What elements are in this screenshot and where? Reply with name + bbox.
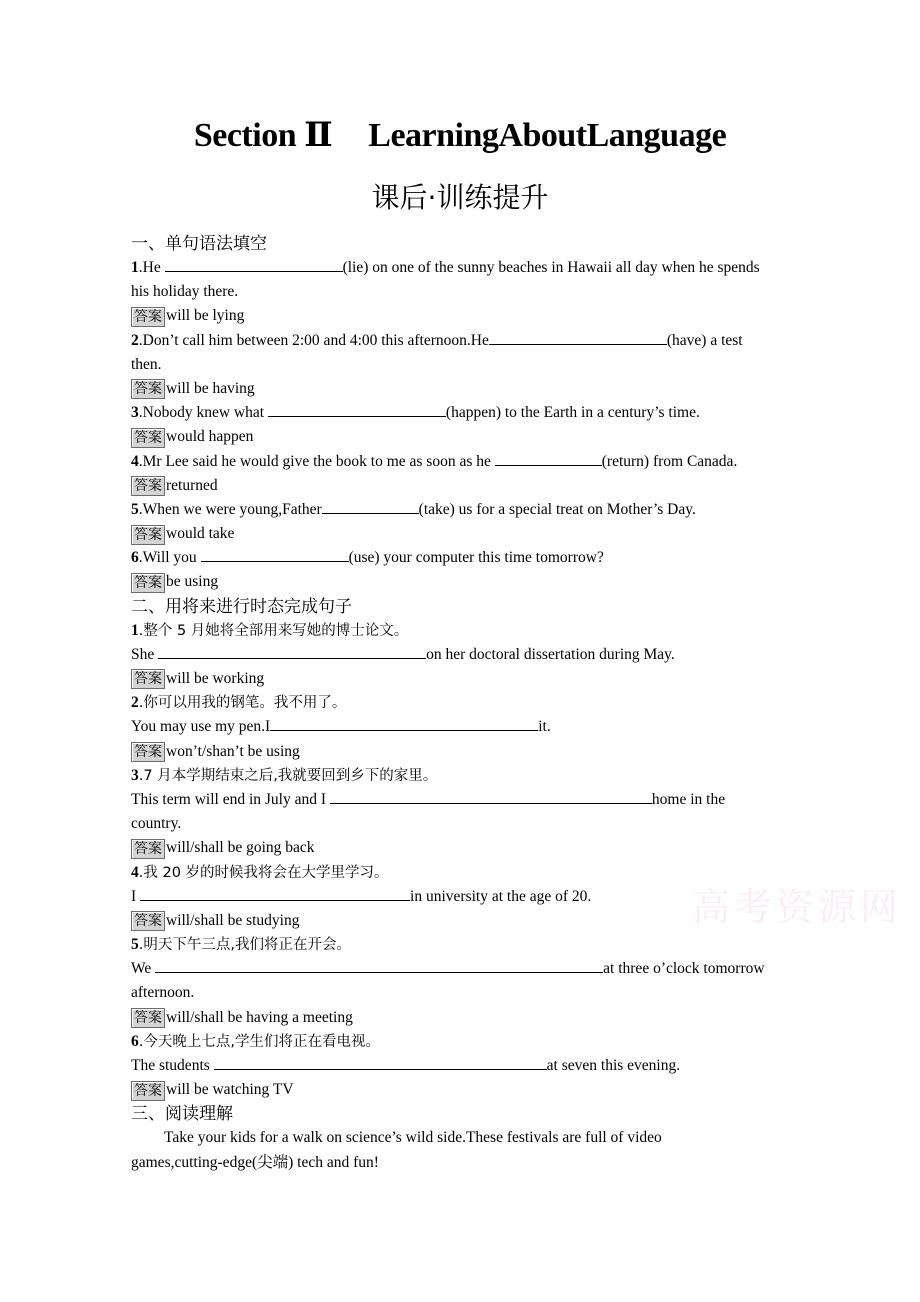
answer-text: will/shall be having a meeting bbox=[166, 1008, 353, 1026]
fill-in-blank[interactable] bbox=[214, 1054, 547, 1070]
item-sentence: 3.Nobody knew what (happen) to the Earth in a century’s time. bbox=[131, 401, 791, 425]
item-sentence: She on her doctoral dissertation during May. bbox=[131, 643, 791, 667]
answer-text: be using bbox=[166, 573, 219, 591]
fill-in-blank[interactable] bbox=[158, 643, 426, 659]
item-sentence-continuation: his holiday there. bbox=[131, 283, 239, 301]
answer-text: will be lying bbox=[166, 307, 245, 325]
item-sentence: We at three o’clock tomorrow bbox=[131, 957, 791, 981]
exercise-item bbox=[131, 498, 791, 546]
answer-text: won’t/shan’t be using bbox=[166, 742, 300, 760]
fill-in-blank[interactable] bbox=[268, 401, 446, 417]
fill-in-blank[interactable] bbox=[495, 450, 602, 466]
fill-in-blank[interactable] bbox=[330, 788, 652, 804]
exercise-content bbox=[131, 232, 791, 1175]
answer-text: would happen bbox=[166, 428, 254, 446]
answer-row bbox=[131, 570, 791, 594]
fill-in-blank[interactable] bbox=[489, 329, 667, 345]
item-sentence-continuation: country. bbox=[131, 815, 182, 833]
answer-text: will be watching TV bbox=[166, 1081, 294, 1099]
item-prompt: 3.7 月本学期结束之后,我就要回到乡下的家里。 bbox=[131, 766, 438, 784]
answer-label: 答案 bbox=[131, 911, 165, 931]
item-number: 4 bbox=[131, 452, 139, 470]
answer-label: 答案 bbox=[131, 1008, 165, 1028]
watermark: 高考资源网 bbox=[692, 885, 903, 929]
item-sentence: 6.Will you (use) your computer this time tomorrow? bbox=[131, 546, 791, 570]
exercise-item bbox=[131, 691, 791, 764]
answer-text: would take bbox=[166, 525, 235, 543]
answer-label: 答案 bbox=[131, 307, 165, 327]
answer-label: 答案 bbox=[131, 525, 165, 545]
item-sentence: 4.Mr Lee said he would give the book to me as soon as he (return) from Canada. bbox=[131, 450, 791, 474]
exercise-item bbox=[131, 764, 791, 861]
answer-text: will be having bbox=[166, 379, 255, 397]
answer-label: 答案 bbox=[131, 1081, 165, 1101]
item-prompt: 5.明天下午三点,我们将正在开会。 bbox=[131, 936, 351, 954]
item-sentence: 2.Don’t call him between 2:00 and 4:00 this afternoon.He (have) a test bbox=[131, 329, 791, 353]
fill-in-blank[interactable] bbox=[270, 715, 538, 731]
answer-row bbox=[131, 522, 791, 546]
part1-items bbox=[131, 256, 791, 595]
item-prompt: 2.你可以用我的钢笔。我不用了。 bbox=[131, 694, 347, 712]
answer-label: 答案 bbox=[131, 839, 165, 859]
fill-in-blank[interactable] bbox=[322, 498, 419, 514]
item-number: 6 bbox=[131, 1032, 139, 1050]
exercise-item bbox=[131, 329, 791, 402]
part2-heading: 二、用将来进行时态完成句子 bbox=[131, 596, 352, 617]
exercise-item bbox=[131, 401, 791, 449]
answer-row bbox=[131, 1078, 791, 1102]
item-number: 2 bbox=[131, 694, 139, 712]
item-number: 2 bbox=[131, 331, 139, 349]
exercise-item bbox=[131, 450, 791, 498]
exercise-item bbox=[131, 933, 791, 1030]
fill-in-blank[interactable] bbox=[165, 256, 343, 272]
part2-items bbox=[131, 619, 791, 1103]
item-number: 1 bbox=[131, 621, 139, 639]
exercise-item bbox=[131, 1030, 791, 1103]
fill-in-blank[interactable] bbox=[140, 885, 410, 901]
item-sentence: You may use my pen.I it. bbox=[131, 715, 791, 739]
item-sentence: The students at seven this evening. bbox=[131, 1054, 791, 1078]
item-number: 5 bbox=[131, 936, 139, 954]
item-number: 4 bbox=[131, 863, 139, 881]
answer-text: will be working bbox=[166, 670, 265, 687]
fill-in-blank[interactable] bbox=[155, 957, 603, 973]
exercise-item bbox=[131, 256, 791, 329]
answer-row bbox=[131, 740, 791, 764]
answer-text: returned bbox=[166, 476, 218, 494]
item-number: 3 bbox=[131, 404, 139, 422]
part3-heading: 三、阅读理解 bbox=[131, 1104, 233, 1125]
exercise-item bbox=[131, 619, 791, 692]
answer-text: will/shall be studying bbox=[166, 911, 300, 929]
section-number: Section Ⅱ bbox=[193, 117, 333, 154]
answer-label: 答案 bbox=[131, 573, 165, 593]
answer-row bbox=[131, 836, 791, 860]
item-number: 1 bbox=[131, 259, 139, 276]
answer-label: 答案 bbox=[131, 669, 165, 689]
answer-row bbox=[131, 377, 791, 401]
answer-row bbox=[131, 1006, 791, 1030]
item-sentence-continuation: then. bbox=[131, 355, 162, 373]
answer-row bbox=[131, 304, 791, 328]
answer-label: 答案 bbox=[131, 428, 165, 448]
page-subtitle: 课后·训练提升 bbox=[371, 181, 549, 214]
answer-row bbox=[131, 474, 791, 498]
item-prompt: 1.整个 5 月她将全部用来写她的博士论文。 bbox=[131, 621, 409, 639]
item-sentence: 5.When we were young,Father (take) us for a special treat on Mother’s Day. bbox=[131, 498, 791, 522]
section-name: LearningAboutLanguage bbox=[368, 117, 727, 154]
reading-paragraph-line: Take your kids for a walk on science’s wild side.These festivals are full of video bbox=[164, 1129, 662, 1147]
answer-text: will/shall be going back bbox=[166, 839, 315, 857]
answer-label: 答案 bbox=[131, 742, 165, 762]
reading-paragraph-line: games,cutting-edge(尖端) tech and fun! bbox=[131, 1153, 379, 1171]
item-sentence: This term will end in July and I home in the bbox=[131, 788, 791, 812]
item-number: 5 bbox=[131, 500, 139, 518]
item-sentence-continuation: afternoon. bbox=[131, 984, 195, 1002]
item-sentence: I in university at the age of 20. bbox=[131, 885, 791, 909]
answer-label: 答案 bbox=[131, 379, 165, 399]
answer-label: 答案 bbox=[131, 476, 165, 496]
fill-in-blank[interactable] bbox=[201, 546, 349, 562]
item-number: 6 bbox=[131, 549, 139, 567]
exercise-item bbox=[131, 546, 791, 594]
answer-row bbox=[131, 425, 791, 449]
item-prompt: 4.我 20 岁的时候我将会在大学里学习。 bbox=[131, 863, 389, 881]
item-number: 3 bbox=[131, 766, 139, 784]
item-sentence: 1.He (lie) on one of the sunny beaches in Hawaii all day when he spends bbox=[131, 256, 791, 280]
item-prompt: 6.今天晚上七点,学生们将正在看电视。 bbox=[131, 1032, 380, 1050]
part1-heading: 一、单句语法填空 bbox=[131, 234, 267, 254]
answer-row bbox=[131, 667, 791, 691]
page-title bbox=[0, 114, 920, 158]
